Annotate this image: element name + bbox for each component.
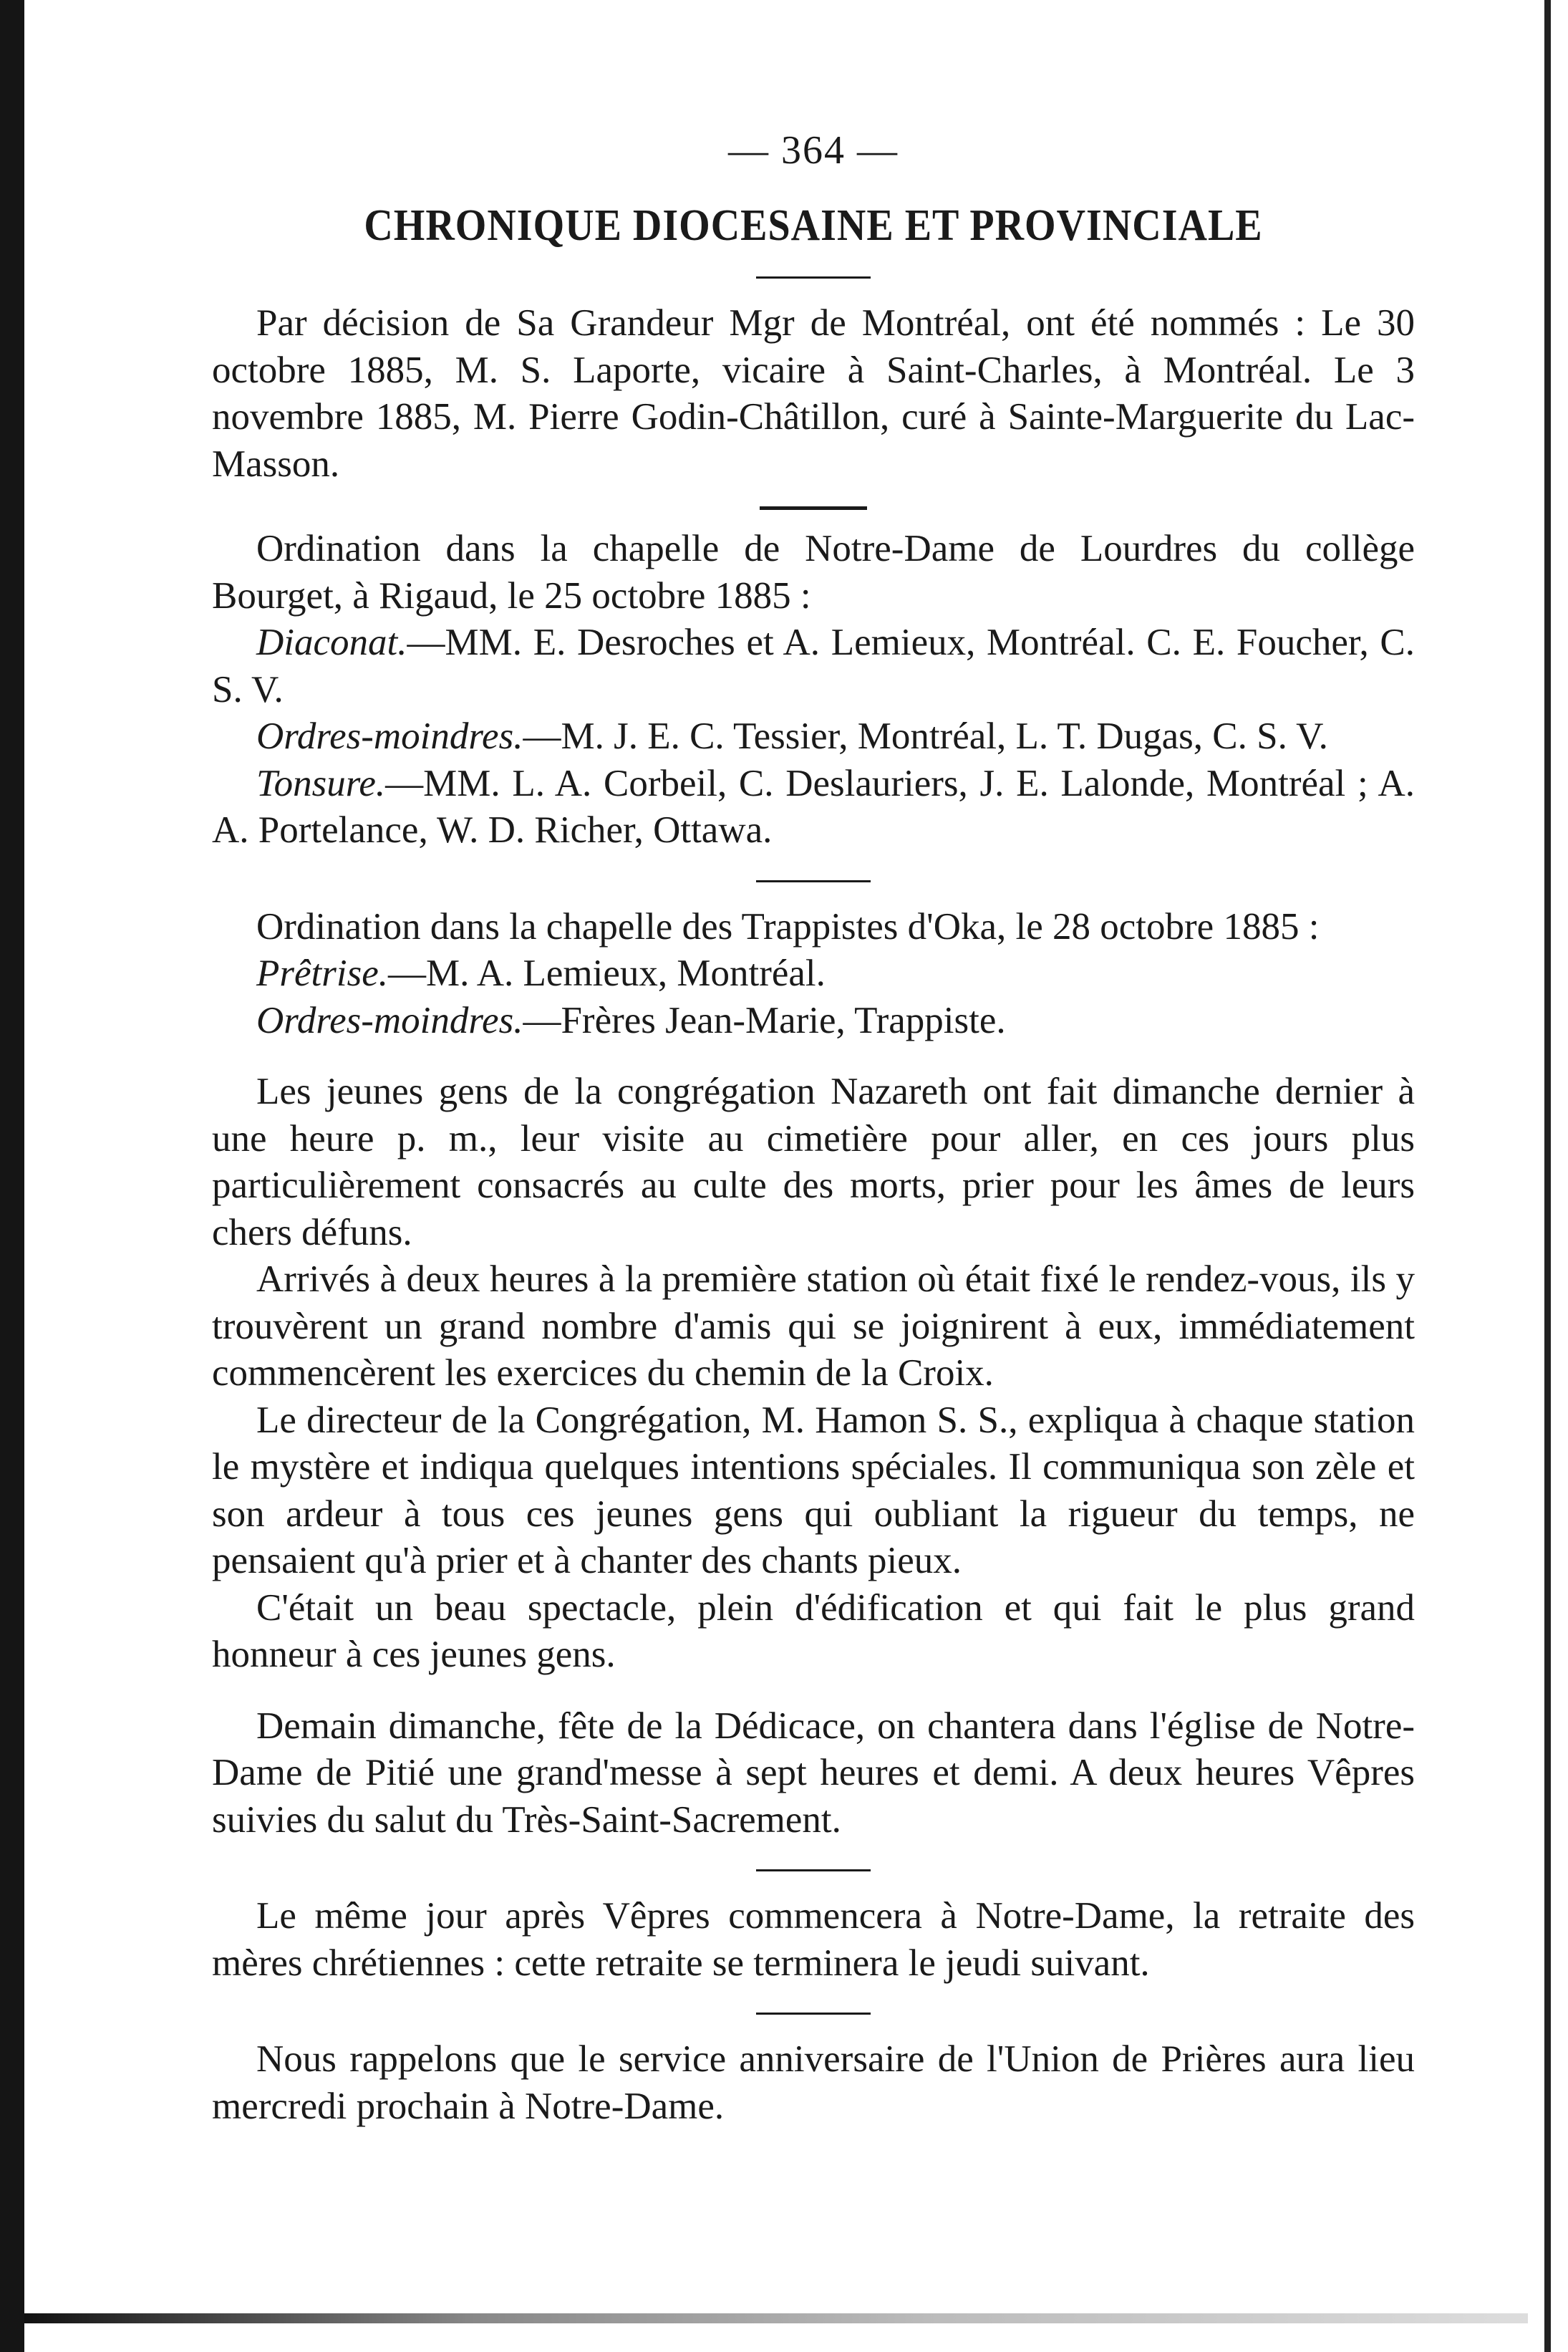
article-paragraph: Le directeur de la Congrégation, M. Hamon S. S., expliqua à chaque station le mystère et indiqua quelques intentions spéciales. Il communiqua son zèle et son ardeur à tous ces jeunes gens qui oubliant la rigueur du temps, ne pensaient qu'à prier et à chanter des chants pieux. <box>212 1399 1415 1581</box>
ordination-text: —MM. L. A. Corbeil, C. Deslauriers, J. E. Lalonde, Montréal ; A. A. Portelance, W. D. Richer, Ottawa. <box>212 762 1415 851</box>
section-divider <box>756 880 871 882</box>
section-dedicace <box>212 1703 1415 1844</box>
page-number: — 364 — <box>728 128 899 173</box>
ordination-line <box>212 713 1415 761</box>
ordination-label: Diaconat. <box>256 622 407 663</box>
scan-border-left <box>0 0 24 2352</box>
article-paragraph: Le même jour après Vêpres commencera à Notre-Dame, la retraite des mères chrétiennes : cette retraite se terminera le jeudi suivant. <box>212 1895 1415 1984</box>
section-divider <box>756 2013 871 2015</box>
section-union-prieres <box>212 2036 1415 2130</box>
article-paragraph: C'était un beau spectacle, plein d'édification et qui fait le plus grand honneur à ces jeunes gens. <box>212 1586 1415 1675</box>
section-congregation-nazareth <box>212 1069 1415 1679</box>
page-content <box>212 122 1415 2130</box>
article-paragraph: Nous rappelons que le service anniversaire de l'Union de Prières aura lieu mercredi prochain à Notre-Dame. <box>212 2038 1415 2127</box>
scan-border-right <box>1544 0 1551 2352</box>
ordination-label: Ordres-moindres. <box>256 715 523 757</box>
article-paragraph: Demain dimanche, fête de la Dédicace, on chantera dans l'église de Notre-Dame de Pitié une grand'messe à sept heures et demi. A deux heures Vêpres suivies du salut du Très-Saint-Sacrement. <box>212 1705 1415 1841</box>
ordination-text: —Frères Jean-Marie, Trappiste. <box>523 999 1006 1041</box>
ordination-line <box>212 998 1415 1045</box>
article-paragraph: Arrivés à deux heures à la première station où était fixé le rendez-vous, ils y trouvèrent un grand nombre d'amis qui se joignirent à eux, immédiatement commencèrent les exercices du chemin de la Croix. <box>212 1258 1415 1394</box>
page-title: CHRONIQUE DIOCESAINE ET PROVINCIALE <box>364 201 1263 251</box>
ordination-label: Tonsure. <box>256 762 386 804</box>
ordination-text: —M. J. E. C. Tessier, Montréal, L. T. Dugas, C. S. V. <box>523 715 1328 757</box>
section-gap <box>212 1679 1415 1703</box>
section-divider <box>756 1869 871 1871</box>
ordination-text: —MM. E. Desroches et A. Lemieux, Montréal. C. E. Foucher, C. S. V. <box>212 622 1415 710</box>
section-divider <box>756 276 871 279</box>
ordination-line <box>212 620 1415 713</box>
ordination-label: Ordres-moindres. <box>256 999 523 1041</box>
ordination-text: —M. A. Lemieux, Montréal. <box>388 953 826 994</box>
ordination-intro: Ordination dans la chapelle des Trappistes d'Oka, le 28 octobre 1885 : <box>256 905 1320 948</box>
ordination-line <box>212 761 1415 854</box>
section-divider <box>760 506 867 510</box>
section-ordination-rigaud <box>212 526 1415 854</box>
ordination-intro: Ordination dans la chapelle de Notre-Dame de Lourdres du collège Bourget, à Rigaud, le 25 octobre 1885 : <box>212 528 1415 617</box>
nominations-paragraph: Par décision de Sa Grandeur Mgr de Montréal, ont été nommés : Le 30 octobre 1885, M. S. Laporte, vicaire à Saint-Charles, à Montréal. Le 3 novembre 1885, M. Pierre Godin-Châtillon, curé à Sainte-Marguerite du Lac-Masson. <box>212 302 1415 485</box>
section-retraite <box>212 1893 1415 1987</box>
scan-border-bottom <box>24 2313 1528 2323</box>
section-ordination-oka <box>212 904 1415 1045</box>
article-paragraph: Les jeunes gens de la congrégation Nazareth ont fait dimanche dernier à une heure p. m., leur visite au cimetière pour aller, en ces jours plus particulièrement consacrés au culte des morts, prier pour les âmes de leurs chers défuns. <box>212 1071 1415 1253</box>
section-gap <box>212 1044 1415 1069</box>
ordination-line <box>212 950 1415 998</box>
ordination-label: Prêtrise. <box>256 953 388 994</box>
section-nominations <box>212 300 1415 488</box>
